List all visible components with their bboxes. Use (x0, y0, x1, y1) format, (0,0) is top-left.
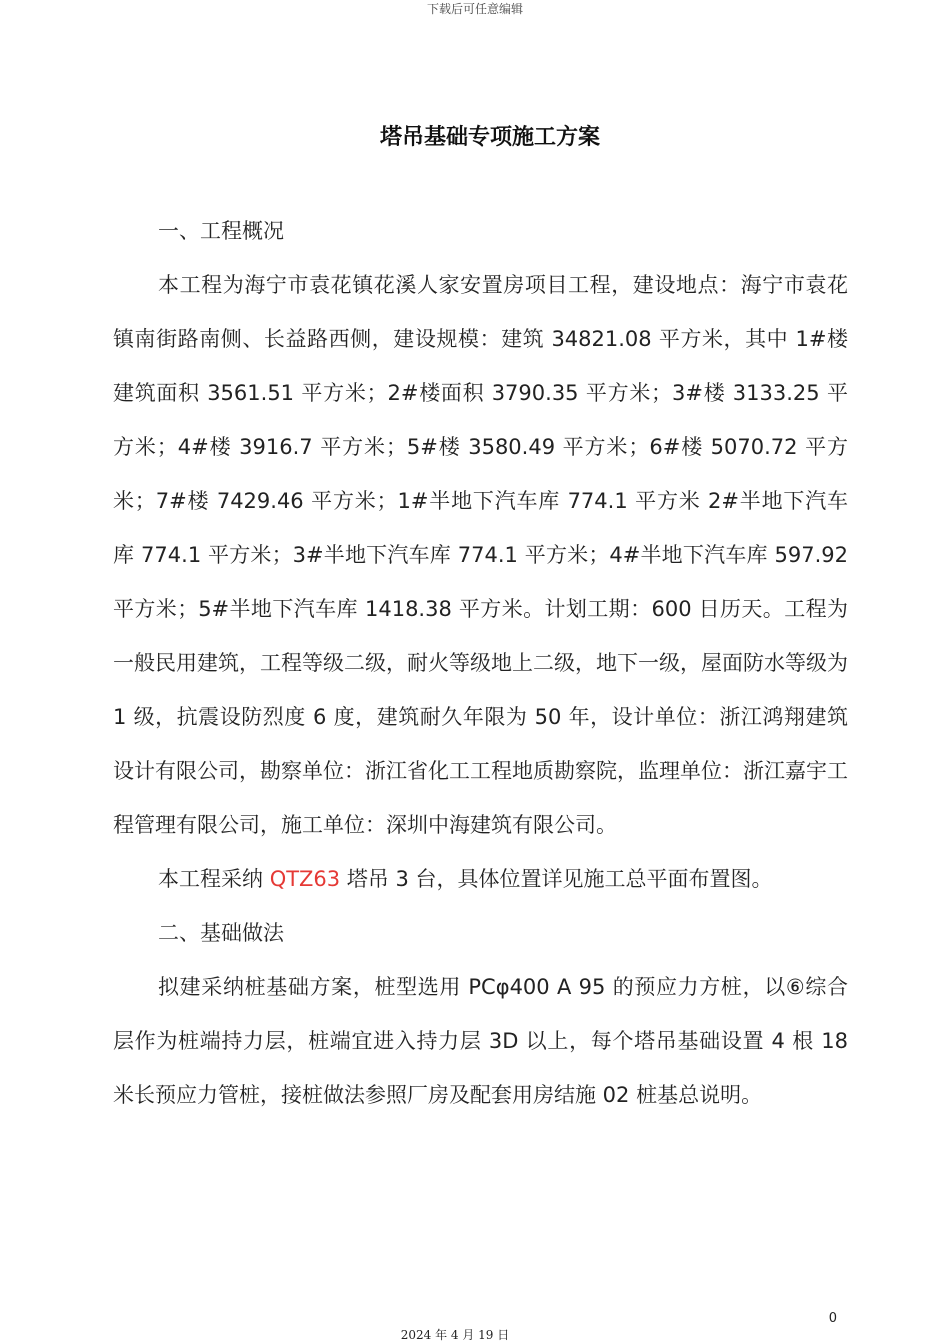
tower-crane-text-post: 塔吊 3 台，具体位置详见施工总平面布置图。 (340, 867, 773, 891)
paragraph-project-overview: 本工程为海宁市袁花镇花溪人家安置房项目工程，建设地点：海宁市袁花镇南街路南侧、长益路西侧，建设规模：建筑 34821.08 平方米，其中 1#楼建筑面积 3561.51 平方米；2#楼面积 3790.35 平方米；3#楼 3133.25 平方米；4#楼 3916.7 平方米；5#楼 3580.49 平方米；6#楼 5070.72 平方米；7#楼 7429.46 平方米；1#半地下汽车库 774.1 平方米 2#半地下汽车库 774.1 平方米；3#半地下汽车库 774.1 平方米；4#半地下汽车库 597.92 平方米；5#半地下汽车库 1418.38 平方米。计划工期：600 日历天。工程为一般民用建筑，工程等级二级，耐火等级地上二级，地下一级，屋面防水等级为 1 级，抗震设防烈度 6 度，建筑耐久年限为 50 年，设计单位：浙江鸿翔建筑设计有限公司，勘察单位：浙江省化工工程地质勘察院，监理单位：浙江嘉宇工程管理有限公司，施工单位：深圳中海建筑有限公司。 (113, 273, 848, 837)
header-note: 下载后可任意编辑 (426, 2, 523, 16)
document-title: 塔吊基础专项施工方案 (379, 125, 600, 150)
page-number: 0 (828, 1311, 837, 1326)
section-heading-overview: 一、工程概况 (158, 219, 284, 243)
tower-crane-text-pre: 本工程采纳 (158, 867, 270, 891)
document-body (113, 204, 848, 1122)
tower-crane-model: QTZ63 (269, 867, 341, 891)
section-heading-foundation: 二、基础做法 (158, 921, 284, 945)
paragraph-tower-crane (113, 852, 848, 906)
footer-date: 2024 年 4 月 19 日 (400, 1328, 510, 1342)
paragraph-foundation-method: 拟建采纳桩基础方案，桩型选用 PCφ400 A 95 的预应力方桩，以⑥综合层作为桩端持力层，桩端宜进入持力层 3D 以上，每个塔吊基础设置 4 根 18 米长预应力管桩，接桩做法参照厂房及配套用房结施 02 桩基总说明。 (113, 975, 848, 1107)
